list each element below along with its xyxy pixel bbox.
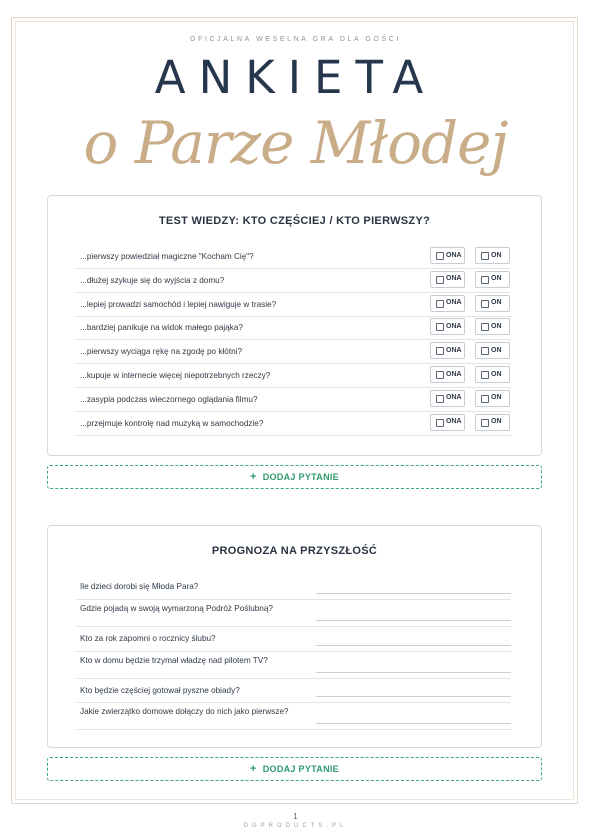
ona-checkbox[interactable] [430,366,465,383]
forecast-row [76,704,511,730]
quiz-title: TEST WIEDZY: KTO CZĘŚCIEJ / KTO PIERWSZY? [158,215,431,227]
quiz-question-text: ...dłużej szykuje się do wyjścia z domu? [80,275,225,285]
choice-label: ONA [446,418,462,426]
checkbox-square-icon [481,300,489,308]
choice-label: ONA [446,251,462,259]
quiz-row [76,269,511,293]
add-question-label: DODAJ PYTANIE [262,764,339,774]
forecast-row [76,628,511,652]
quiz-row [76,412,511,436]
choice-label: ONA [446,322,462,330]
quiz-row [76,316,511,340]
forecast-question-text: Gdzie pojadą w swoją wymarzoną Podróż Poślubną? [80,604,273,613]
page-title: ANKIETA [154,51,437,104]
add-question-label: DODAJ PYTANIE [262,472,339,482]
forecast-question-text: Jakie zwierzątko domowe dołączy do nich jako pierwsze? [80,707,289,716]
add-question-button-quiz[interactable] [47,465,542,489]
forecast-question-text: Ile dzieci dorobi się Młoda Para? [80,582,199,591]
forecast-question-text: Kto za rok zapomni o rocznicy ślubu? [80,634,216,643]
ona-checkbox[interactable] [430,295,465,312]
checkbox-square-icon [436,300,444,308]
choice-label: ON [491,322,502,330]
checkbox-square-icon [481,371,489,379]
checkbox-square-icon [436,419,444,427]
forecast-question-text: Kto w domu będzie trzymał władzę nad pilotem TV? [80,656,268,665]
page-number: 1 [293,812,298,821]
checkbox-square-icon [436,276,444,284]
quiz-question-text: ...bardziej panikuje na widok małego pająka? [80,323,243,333]
choice-label: ON [491,370,502,378]
choice-label: ON [491,394,502,402]
header-kicker: OFICJALNA WESELNA GRA DLA GOŚCI [190,36,401,43]
plus-icon: + [250,763,257,775]
choice-label: ONA [446,299,462,307]
checkbox-square-icon [436,395,444,403]
ona-checkbox[interactable] [430,247,465,264]
quiz-question-text: ...kupuje w internecie więcej niepotrzebnych rzeczy? [80,371,271,380]
forecast-row [76,653,511,679]
checkbox-square-icon [481,347,489,355]
checkbox-square-icon [481,252,489,260]
on-checkbox[interactable] [475,390,510,407]
on-checkbox[interactable] [475,366,510,383]
checkbox-square-icon [436,347,444,355]
checkbox-square-icon [436,323,444,331]
quiz-row [76,364,511,388]
choice-label: ON [491,251,502,259]
add-question-button-forecast[interactable] [47,757,542,781]
on-checkbox[interactable] [475,342,510,359]
script-subtitle: o Parze Młodej [83,109,508,177]
answer-line[interactable] [316,620,511,621]
checkbox-square-icon [436,252,444,260]
quiz-row [76,340,511,364]
forecast-card [47,525,542,748]
choice-label: ONA [446,394,462,402]
choice-label: ONA [446,275,462,283]
choice-label: ONA [446,370,462,378]
answer-line[interactable] [316,593,511,594]
on-checkbox[interactable] [475,318,510,335]
quiz-question-text: ...zasypia podczas wieczornego oglądania filmu? [80,394,258,404]
choice-label: ONA [446,346,462,354]
on-checkbox[interactable] [475,247,510,264]
quiz-row [76,388,511,412]
on-checkbox[interactable] [475,271,510,288]
ona-checkbox[interactable] [430,390,465,407]
footer-brand: DGPRODUCTS.PL [243,823,348,829]
quiz-row [76,293,511,317]
forecast-row [76,680,511,703]
quiz-question-text: ...pierwszy wyciąga rękę na zgodę po kłótni? [80,347,243,357]
forecast-title: PROGNOZA NA PRZYSZŁOŚĆ [211,545,378,557]
quiz-question-text: ...pierwszy powiedział magiczne "Kocham Cię"? [80,252,254,261]
choice-label: ON [491,346,502,354]
checkbox-square-icon [481,323,489,331]
ona-checkbox[interactable] [430,318,465,335]
ona-checkbox[interactable] [430,342,465,359]
checkbox-square-icon [436,371,444,379]
ona-checkbox[interactable] [430,414,465,431]
choice-label: ON [491,299,502,307]
choice-label: ON [491,418,502,426]
forecast-row [76,576,511,600]
ona-checkbox[interactable] [430,271,465,288]
forecast-question-text: Kto będzie częściej gotował pyszne obiady? [80,686,240,695]
checkbox-square-icon [481,395,489,403]
answer-line[interactable] [316,696,511,697]
quiz-row [76,245,511,269]
choice-label: ON [491,275,502,283]
on-checkbox[interactable] [475,414,510,431]
answer-line[interactable] [316,645,511,646]
quiz-card [47,195,542,456]
forecast-row [76,601,511,627]
quiz-question-text: ...lepiej prowadzi samochód i lepiej nawiguje w trasie? [80,299,277,309]
answer-line[interactable] [316,672,511,673]
checkbox-square-icon [481,276,489,284]
quiz-question-text: ...przejmuje kontrolę nad muzyką w samochodzie? [80,418,264,428]
checkbox-square-icon [481,419,489,427]
on-checkbox[interactable] [475,295,510,312]
plus-icon: + [250,471,257,483]
answer-line[interactable] [316,723,511,724]
